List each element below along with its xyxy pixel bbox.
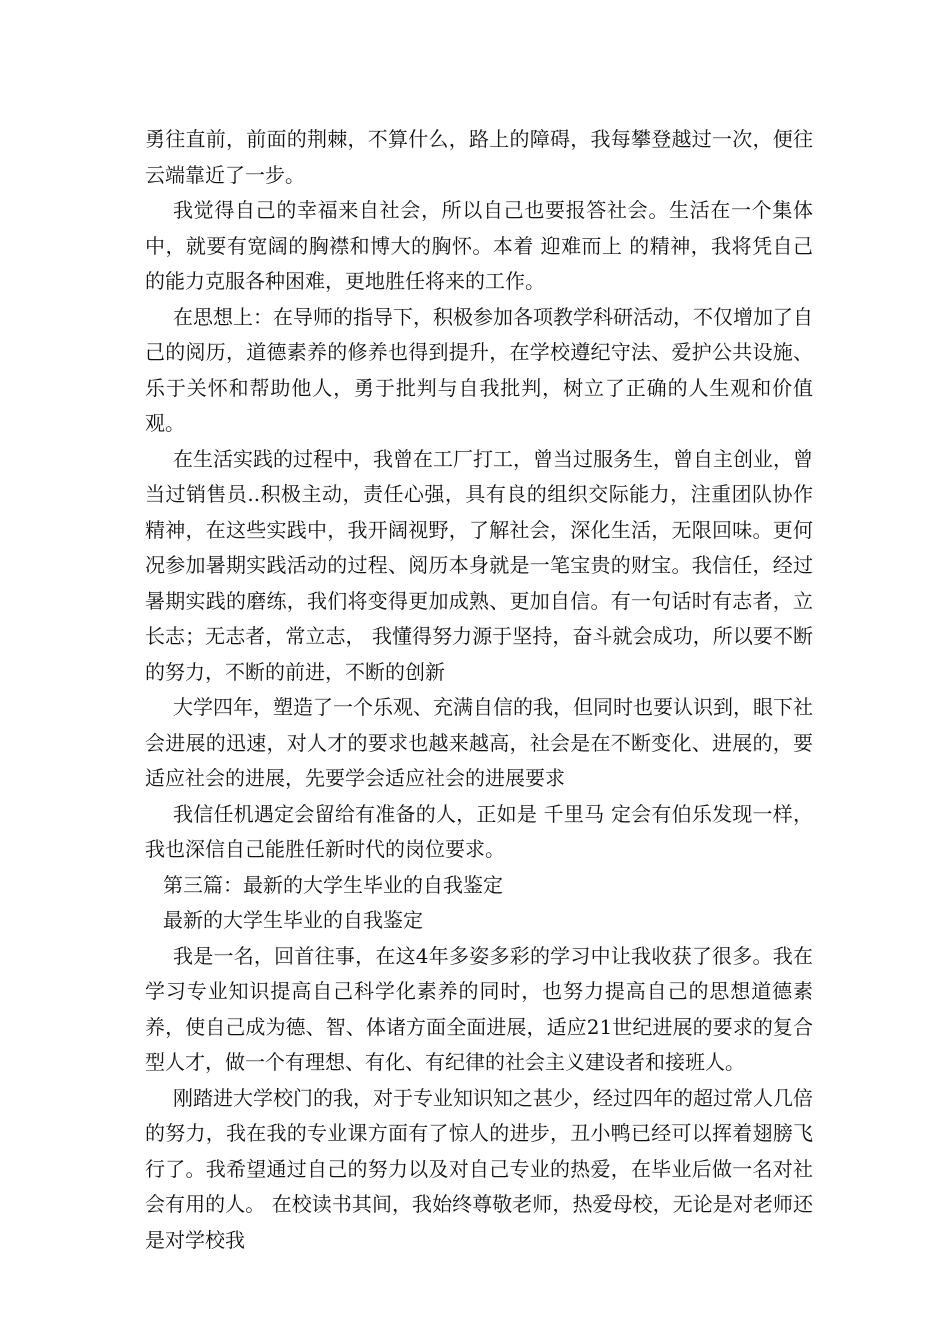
paragraph-thought: 在思想上：在导师的指导下，积极参加各项教学科研活动，不仅增加了自己的阅历，道德素养的修养也得到提升，在学校遵纪守法、爱护公共设施、乐于关怀和帮助他人，勇于批判与自我批判，树立了正确的人生观和价值观。 — [145, 304, 813, 435]
paragraph-practice: 在生活实践的过程中，我曾在工厂打工，曾当过服务生，曾自主创业，曾当过销售员..积极主动，责任心强，具有良的组织交际能力，注重团队协作精神，在这些实践中，我开阔视野，了解社会，深化生活，无限回味。更何况参加暑期实践活动的过程、阅历本身就是一笔宝贵的财宝。我信任，经过暑期实践的磨练，我们将变得更加成熟、更加自信。有一句话时有志者，立长志；无志者，常立志， 我懂得努力源于坚持，奋斗就会成功，所以要不断的努力，不断的前进，不断的创新 — [145, 446, 813, 684]
paragraph-gratitude: 我觉得自己的幸福来自社会，所以自己也要报答社会。生活在一个集体中，就要有宽阔的胸襟和博大的胸怀。本着 迎难而上 的精神，我将凭自己的能力克服各种困难，更地胜任将来的工作。 — [145, 198, 813, 293]
paragraph-self-intro: 我是一名，回首往事，在这4年多姿多彩的学习中让我收获了很多。我在学习专业知识提高自己科学化素养的同时，也努力提高自己的思想道德素养，使自己成为德、智、体诸方面全面进展，适应21世纪进展的要求的复合型人才，做一个有理想、有化、有纪律的社会主义建设者和接班人。 — [145, 943, 813, 1074]
paragraph-continuation: 勇往直前，前面的荆棘，不算什么，路上的障碍，我每攀登越过一次，便往云端靠近了一步。 — [145, 127, 813, 187]
paragraph-progress: 刚踏进大学校门的我，对于专业知识知之甚少，经过四年的超过常人几倍的努力，我在我的专业课方面有了惊人的进步，丑小鸭已经可以挥着翅膀飞行了。我希望通过自己的努力以及对自己专业的热爱，在毕业后做一名对社会有用的人。 在校读书其间，我始终尊敬老师，热爱母校，无论是对老师还是对学校我 — [145, 1085, 813, 1252]
section-subtitle: 最新的大学生毕业的自我鉴定 — [163, 908, 423, 932]
paragraph-opportunity: 我信任机遇定会留给有准备的人，正如是 千里马 定会有伯乐发现一样，我也深信自己能胜任新时代的岗位要求。 — [145, 801, 813, 861]
paragraph-four-years: 大学四年，塑造了一个乐观、充满自信的我，但同时也要认识到，眼下社会进展的迅速，对人才的要求也越来越高，社会是在不断变化、进展的，要适应社会的进展，先要学会适应社会的进展要求 — [145, 695, 813, 790]
document-body — [145, 122, 813, 1258]
section-heading: 第三篇：最新的大学生毕业的自我鉴定 — [163, 872, 503, 897]
